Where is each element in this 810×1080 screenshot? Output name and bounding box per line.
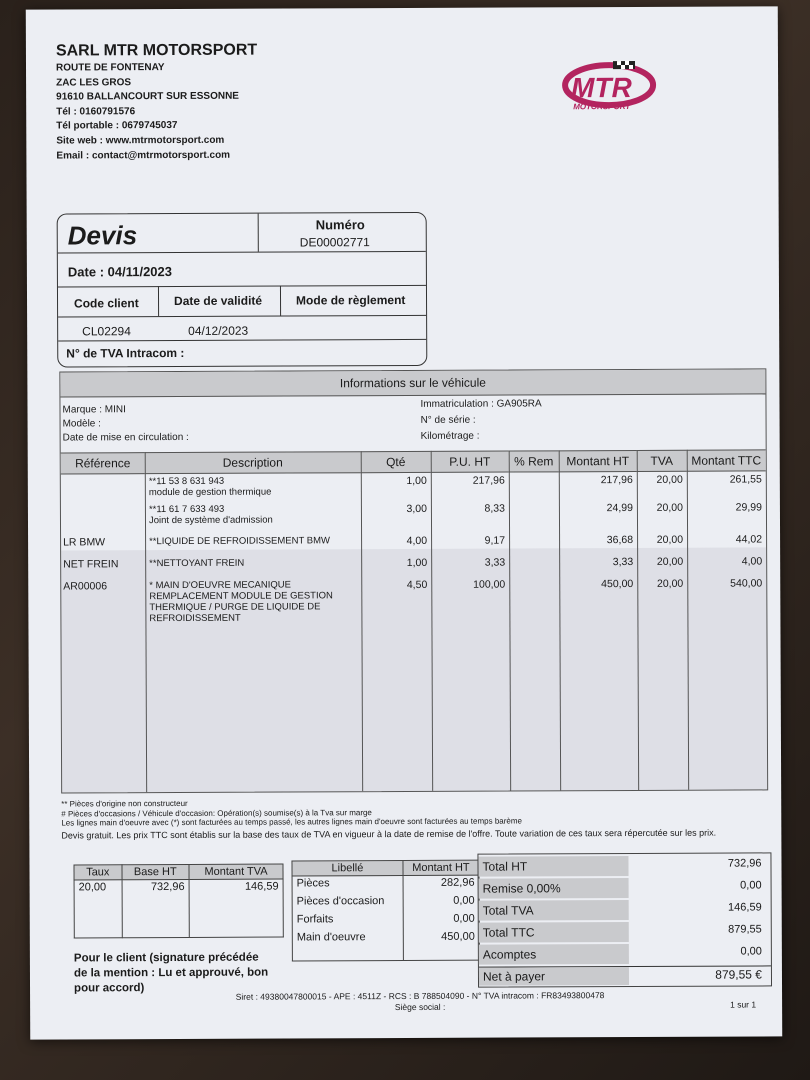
logo-subtext: MOTORSPORT xyxy=(573,102,631,112)
col-header-discount: % Rem xyxy=(509,450,559,472)
company-address-2: ZAC LES GROS xyxy=(56,76,132,89)
logo-text: MTR xyxy=(571,72,632,104)
footer-head-office: Siège social : xyxy=(394,1001,446,1013)
vehicle-registration: Immatriculation : GA905RA xyxy=(420,398,542,410)
vehicle-info-title: Informations sur le véhicule xyxy=(60,369,765,397)
cat-amount: 0,00 xyxy=(403,890,479,908)
company-mobile: Tél portable : 0679745037 xyxy=(56,120,178,132)
cat-amount: 282,96 xyxy=(403,875,479,890)
total-ttc-label: Total TTC xyxy=(479,922,629,943)
row-amount-ht: 217,96 xyxy=(600,474,633,487)
total-vat-value: 146,59 xyxy=(727,901,762,914)
company-block xyxy=(56,41,258,164)
page-number: 1 sur 1 xyxy=(730,999,757,1010)
row-reference: AR00006 xyxy=(63,580,108,593)
quote-number-label: Numéro xyxy=(315,217,365,233)
vehicle-serial: N° de série : xyxy=(420,414,476,426)
net-to-pay-value: 879,55 € xyxy=(715,967,763,982)
row-quantity: 1,00 xyxy=(406,474,427,487)
cat-amount: 450,00 xyxy=(403,926,479,961)
col-header-vat: TVA xyxy=(637,450,687,472)
row-amount-ht: 450,00 xyxy=(601,578,634,591)
row-unit-price: 217,96 xyxy=(472,474,505,487)
deposit-label: Acomptes xyxy=(479,944,629,965)
client-code: CL02294 xyxy=(82,324,131,339)
vat-rate: 20,00 xyxy=(74,880,122,938)
client-signature-note: Pour le client (signature précédée de la mention : Lu et approuvé, bon pour accord) xyxy=(73,951,269,995)
footer-legal-ids: Siret : 49380047800015 - APE : 4511Z - RCS : B 788504090 - N° TVA intracom : FR83493800478 xyxy=(235,990,605,1002)
client-code-label: Code client xyxy=(74,296,139,311)
row-vat-rate: 20,00 xyxy=(656,501,683,514)
category-summary-table xyxy=(291,860,479,962)
row-amount-ttc: 29,99 xyxy=(735,501,762,514)
row-amount-ttc: 261,55 xyxy=(729,473,762,486)
cat-label: Pièces xyxy=(292,876,403,891)
row-unit-price: 9,17 xyxy=(484,534,506,547)
quote-number: DE00002771 xyxy=(299,235,370,250)
total-ht-label: Total HT xyxy=(478,856,628,877)
row-reference: NET FREIN xyxy=(63,558,119,571)
vehicle-mileage: Kilométrage : xyxy=(420,430,480,442)
vat-header-amount: Montant TVA xyxy=(189,864,283,879)
vehicle-first-registration: Date de mise en circulation : xyxy=(62,431,189,444)
company-name: SARL MTR MOTORSPORT xyxy=(55,41,258,60)
company-phone: Tél : 0160791576 xyxy=(56,105,136,118)
row-quantity: 4,50 xyxy=(406,578,428,591)
vehicle-and-lines-table xyxy=(59,368,768,793)
row-amount-ttc: 540,00 xyxy=(730,577,763,590)
row-description: **11 61 7 633 493 Joint de système d'admission xyxy=(148,503,273,527)
row-vat-rate: 20,00 xyxy=(656,555,684,568)
cat-header-amount: Montant HT xyxy=(403,860,479,875)
quote-document xyxy=(26,6,782,1039)
note-labor: Les lignes main d'oeuvre avec (*) sont facturées au temps passé, les autres lignes main d'oeuvre sont facturées au temps barème xyxy=(61,816,522,828)
col-header-reference: Référence xyxy=(61,452,145,474)
row-amount-ttc: 4,00 xyxy=(741,555,763,568)
total-vat-label: Total TVA xyxy=(479,900,629,921)
validity-date-label: Date de validité xyxy=(173,293,263,309)
vat-intracom-label: N° de TVA Intracom : xyxy=(66,345,185,361)
payment-mode-label: Mode de règlement xyxy=(295,292,406,308)
cat-label: Forfaits xyxy=(292,908,403,926)
row-unit-price: 8,33 xyxy=(484,502,505,515)
company-website: Site web : www.mtrmotorsport.com xyxy=(56,134,225,147)
note-quote-free: Devis gratuit. Les prix TTC sont établis sur la base des taux de TVA en vigueur à la date de remise de l'offre. Toute variation de ces taux sera répercutée sur les prix. xyxy=(61,827,717,840)
row-quantity: 1,00 xyxy=(406,556,428,569)
cat-header-label: Libellé xyxy=(292,861,403,876)
quote-info-box xyxy=(57,212,428,368)
company-address-1: ROUTE DE FONTENAY xyxy=(55,62,165,74)
discount-label: Remise 0,00% xyxy=(479,878,629,899)
company-email: Email : contact@mtrmotorsport.com xyxy=(56,149,231,162)
vat-header-rate: Taux xyxy=(74,865,122,880)
cat-label: Main d'oeuvre xyxy=(292,926,403,961)
quote-date: Date : 04/11/2023 xyxy=(67,264,173,280)
vat-header-base: Base HT xyxy=(122,864,190,879)
deposit-value: 0,00 xyxy=(740,945,762,958)
total-ht-value: 732,96 xyxy=(727,857,762,870)
cat-label: Pièces d'occasion xyxy=(292,890,403,908)
row-description: **11 53 8 631 943 module de gestion thermique xyxy=(148,475,272,499)
row-amount-ht: 3,33 xyxy=(612,556,634,569)
mtr-logo xyxy=(551,57,661,117)
row-quantity: 3,00 xyxy=(406,502,427,515)
legal-notes xyxy=(61,796,771,840)
vat-base: 732,96 xyxy=(122,879,190,937)
row-unit-price: 100,00 xyxy=(473,578,506,591)
note-original-parts: ** Pièces d'origine non constructeur xyxy=(61,798,188,809)
row-reference: LR BMW xyxy=(63,536,106,549)
total-ttc-value: 879,55 xyxy=(728,923,762,936)
cat-amount: 0,00 xyxy=(403,908,479,926)
row-amount-ttc: 44,02 xyxy=(735,533,763,546)
col-header-description: Description xyxy=(145,451,361,474)
row-vat-rate: 20,00 xyxy=(656,473,683,486)
row-description: **LIQUIDE DE REFROIDISSEMENT BMW xyxy=(149,535,330,548)
company-address-3: 91610 BALLANCOURT SUR ESSONNE xyxy=(56,90,239,103)
vat-summary-table xyxy=(73,864,283,939)
footer xyxy=(180,990,660,1014)
validity-date: 04/12/2023 xyxy=(188,323,249,338)
discount-value: 0,00 xyxy=(740,879,762,892)
net-to-pay-label: Net à payer xyxy=(479,967,629,986)
row-unit-price: 3,33 xyxy=(484,556,506,569)
row-vat-rate: 20,00 xyxy=(656,533,684,546)
row-description: * MAIN D'OEUVRE MECANIQUE REMPLACEMENT MODULE DE GESTION THERMIQUE / PURGE DE LIQUIDE DE REFROIDISSEMENT xyxy=(149,579,333,625)
vat-amount: 146,59 xyxy=(189,879,283,937)
row-amount-ht: 36,68 xyxy=(606,534,634,547)
col-header-amount-ttc: Montant TTC xyxy=(687,449,766,471)
col-header-qty: Qté xyxy=(361,451,431,473)
col-header-unit-price: P.U. HT xyxy=(431,451,509,473)
row-amount-ht: 24,99 xyxy=(606,502,633,515)
quote-title: Devis xyxy=(67,220,138,251)
row-quantity: 4,00 xyxy=(406,534,428,547)
row-vat-rate: 20,00 xyxy=(656,577,684,590)
note-used-parts: # Pièces d'occasions / Véhicule d'occasion: Opération(s) soumise(s) à la Tva sur marge xyxy=(61,807,372,818)
row-description: **NETTOYANT FREIN xyxy=(149,557,245,570)
totals-box xyxy=(477,852,772,987)
vehicle-model: Modèle : xyxy=(62,418,101,430)
vehicle-brand: Marque : MINI xyxy=(62,404,126,416)
col-header-amount-ht: Montant HT xyxy=(559,450,637,472)
